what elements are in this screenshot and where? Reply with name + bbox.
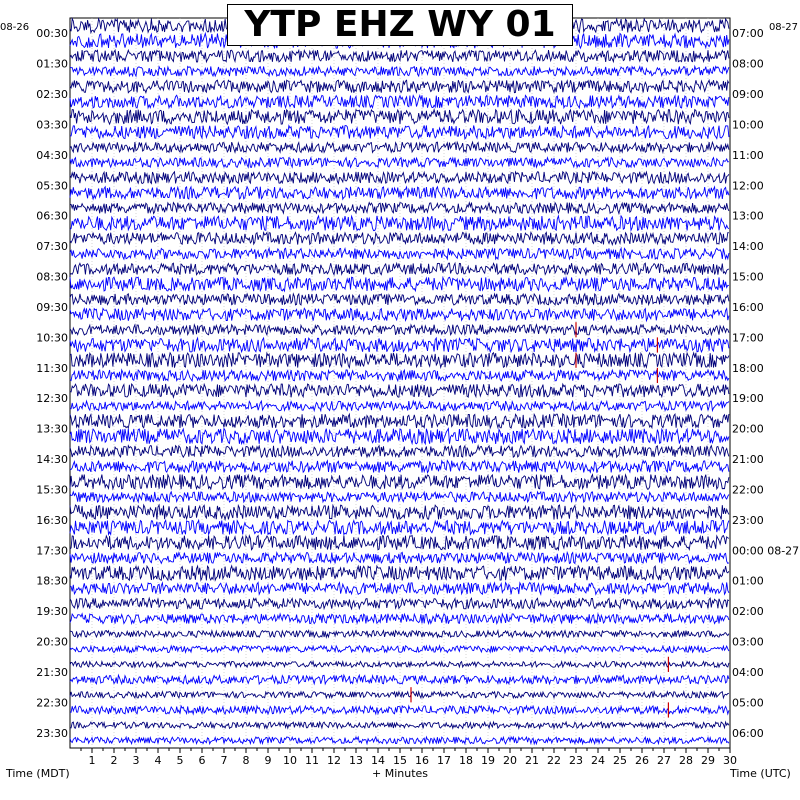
left-time-label: 11:30 <box>36 361 68 375</box>
x-tick-label: 23 <box>569 754 583 767</box>
left-time-label: 17:30 <box>36 544 68 558</box>
x-tick-label: 16 <box>415 754 429 767</box>
left-time-label: 15:30 <box>36 483 68 497</box>
x-tick-label: 14 <box>371 754 385 767</box>
x-tick-label: 1 <box>88 754 96 767</box>
right-time-label: 23:00 <box>732 513 764 527</box>
x-tick-label: 2 <box>110 754 118 767</box>
x-tick-label: 20 <box>503 754 517 767</box>
x-tick-label: 29 <box>701 754 715 767</box>
right-time-label: 05:00 <box>732 696 764 710</box>
left-time-label: 00:30 <box>36 27 68 41</box>
left-axis-label: Time (MDT) <box>6 767 70 780</box>
x-tick-label: 27 <box>657 754 671 767</box>
right-time-label: 12:00 <box>732 179 764 193</box>
x-tick-label: 8 <box>242 754 250 767</box>
left-time-label: 13:30 <box>36 422 68 436</box>
right-time-label: 02:00 <box>732 605 764 619</box>
x-tick-label: 12 <box>327 754 341 767</box>
right-time-label: 06:00 <box>732 726 764 740</box>
left-time-label: 05:30 <box>36 179 68 193</box>
left-time-label: 09:30 <box>36 300 68 314</box>
left-time-label: 23:30 <box>36 726 68 740</box>
left-time-label: 20:30 <box>36 635 68 649</box>
right-time-label: 22:00 <box>732 483 764 497</box>
right-time-label: 15:00 <box>732 270 764 284</box>
x-tick-label: 13 <box>349 754 363 767</box>
right-time-label: 19:00 <box>732 392 764 406</box>
right-time-label: 17:00 <box>732 331 764 345</box>
right-time-label: 09:00 <box>732 88 764 102</box>
x-tick-label: 10 <box>283 754 297 767</box>
right-time-label: 04:00 <box>732 665 764 679</box>
left-time-label: 06:30 <box>36 209 68 223</box>
right-time-label: 20:00 <box>732 422 764 436</box>
x-tick-label: 30 <box>723 754 737 767</box>
left-time-label: 19:30 <box>36 605 68 619</box>
left-time-label: 07:30 <box>36 240 68 254</box>
x-tick-label: 28 <box>679 754 693 767</box>
right-time-label: 14:00 <box>732 240 764 254</box>
x-tick-label: 6 <box>198 754 206 767</box>
x-tick-label: 5 <box>176 754 184 767</box>
left-time-label: 12:30 <box>36 392 68 406</box>
x-tick-label: 17 <box>437 754 451 767</box>
right-time-label: 16:00 <box>732 300 764 314</box>
x-tick-label: 22 <box>547 754 561 767</box>
right-time-label: 01:00 <box>732 574 764 588</box>
x-tick-label: 21 <box>525 754 539 767</box>
right-time-label: 08:00 <box>732 57 764 71</box>
right-time-label: 07:00 <box>732 27 764 41</box>
x-tick-label: 15 <box>393 754 407 767</box>
left-date-label: 08-26 <box>0 22 30 33</box>
right-time-label: 18:00 <box>732 361 764 375</box>
x-tick-label: 11 <box>305 754 319 767</box>
right-time-label: 03:00 <box>732 635 764 649</box>
right-date-label: 08-27 <box>768 22 798 33</box>
x-tick-label: 7 <box>220 754 228 767</box>
right-time-label: 10:00 <box>732 118 764 132</box>
x-axis-label: + Minutes <box>371 767 429 780</box>
right-time-label: 13:00 <box>732 209 764 223</box>
x-tick-label: 25 <box>613 754 627 767</box>
chart-title: YTP EHZ WY 01 <box>227 4 573 46</box>
left-time-label: 18:30 <box>36 574 68 588</box>
x-tick-label: 9 <box>264 754 272 767</box>
left-time-label: 03:30 <box>36 118 68 132</box>
right-axis-label: Time (UTC) <box>730 767 791 780</box>
left-time-label: 01:30 <box>36 57 68 71</box>
x-tick-label: 24 <box>591 754 605 767</box>
x-tick-label: 3 <box>132 754 140 767</box>
x-tick-label: 18 <box>459 754 473 767</box>
x-tick-label: 26 <box>635 754 649 767</box>
left-time-label: 08:30 <box>36 270 68 284</box>
x-tick-label: 4 <box>154 754 162 767</box>
left-time-label: 14:30 <box>36 453 68 467</box>
x-tick-label: 19 <box>481 754 495 767</box>
left-time-label: 10:30 <box>36 331 68 345</box>
right-time-label: 21:00 <box>732 453 764 467</box>
left-time-label: 02:30 <box>36 88 68 102</box>
right-time-label: 00:00 08-27 <box>732 544 800 558</box>
left-time-label: 04:30 <box>36 148 68 162</box>
left-time-label: 22:30 <box>36 696 68 710</box>
left-time-label: 21:30 <box>36 665 68 679</box>
left-time-label: 16:30 <box>36 513 68 527</box>
right-time-label: 11:00 <box>732 148 764 162</box>
